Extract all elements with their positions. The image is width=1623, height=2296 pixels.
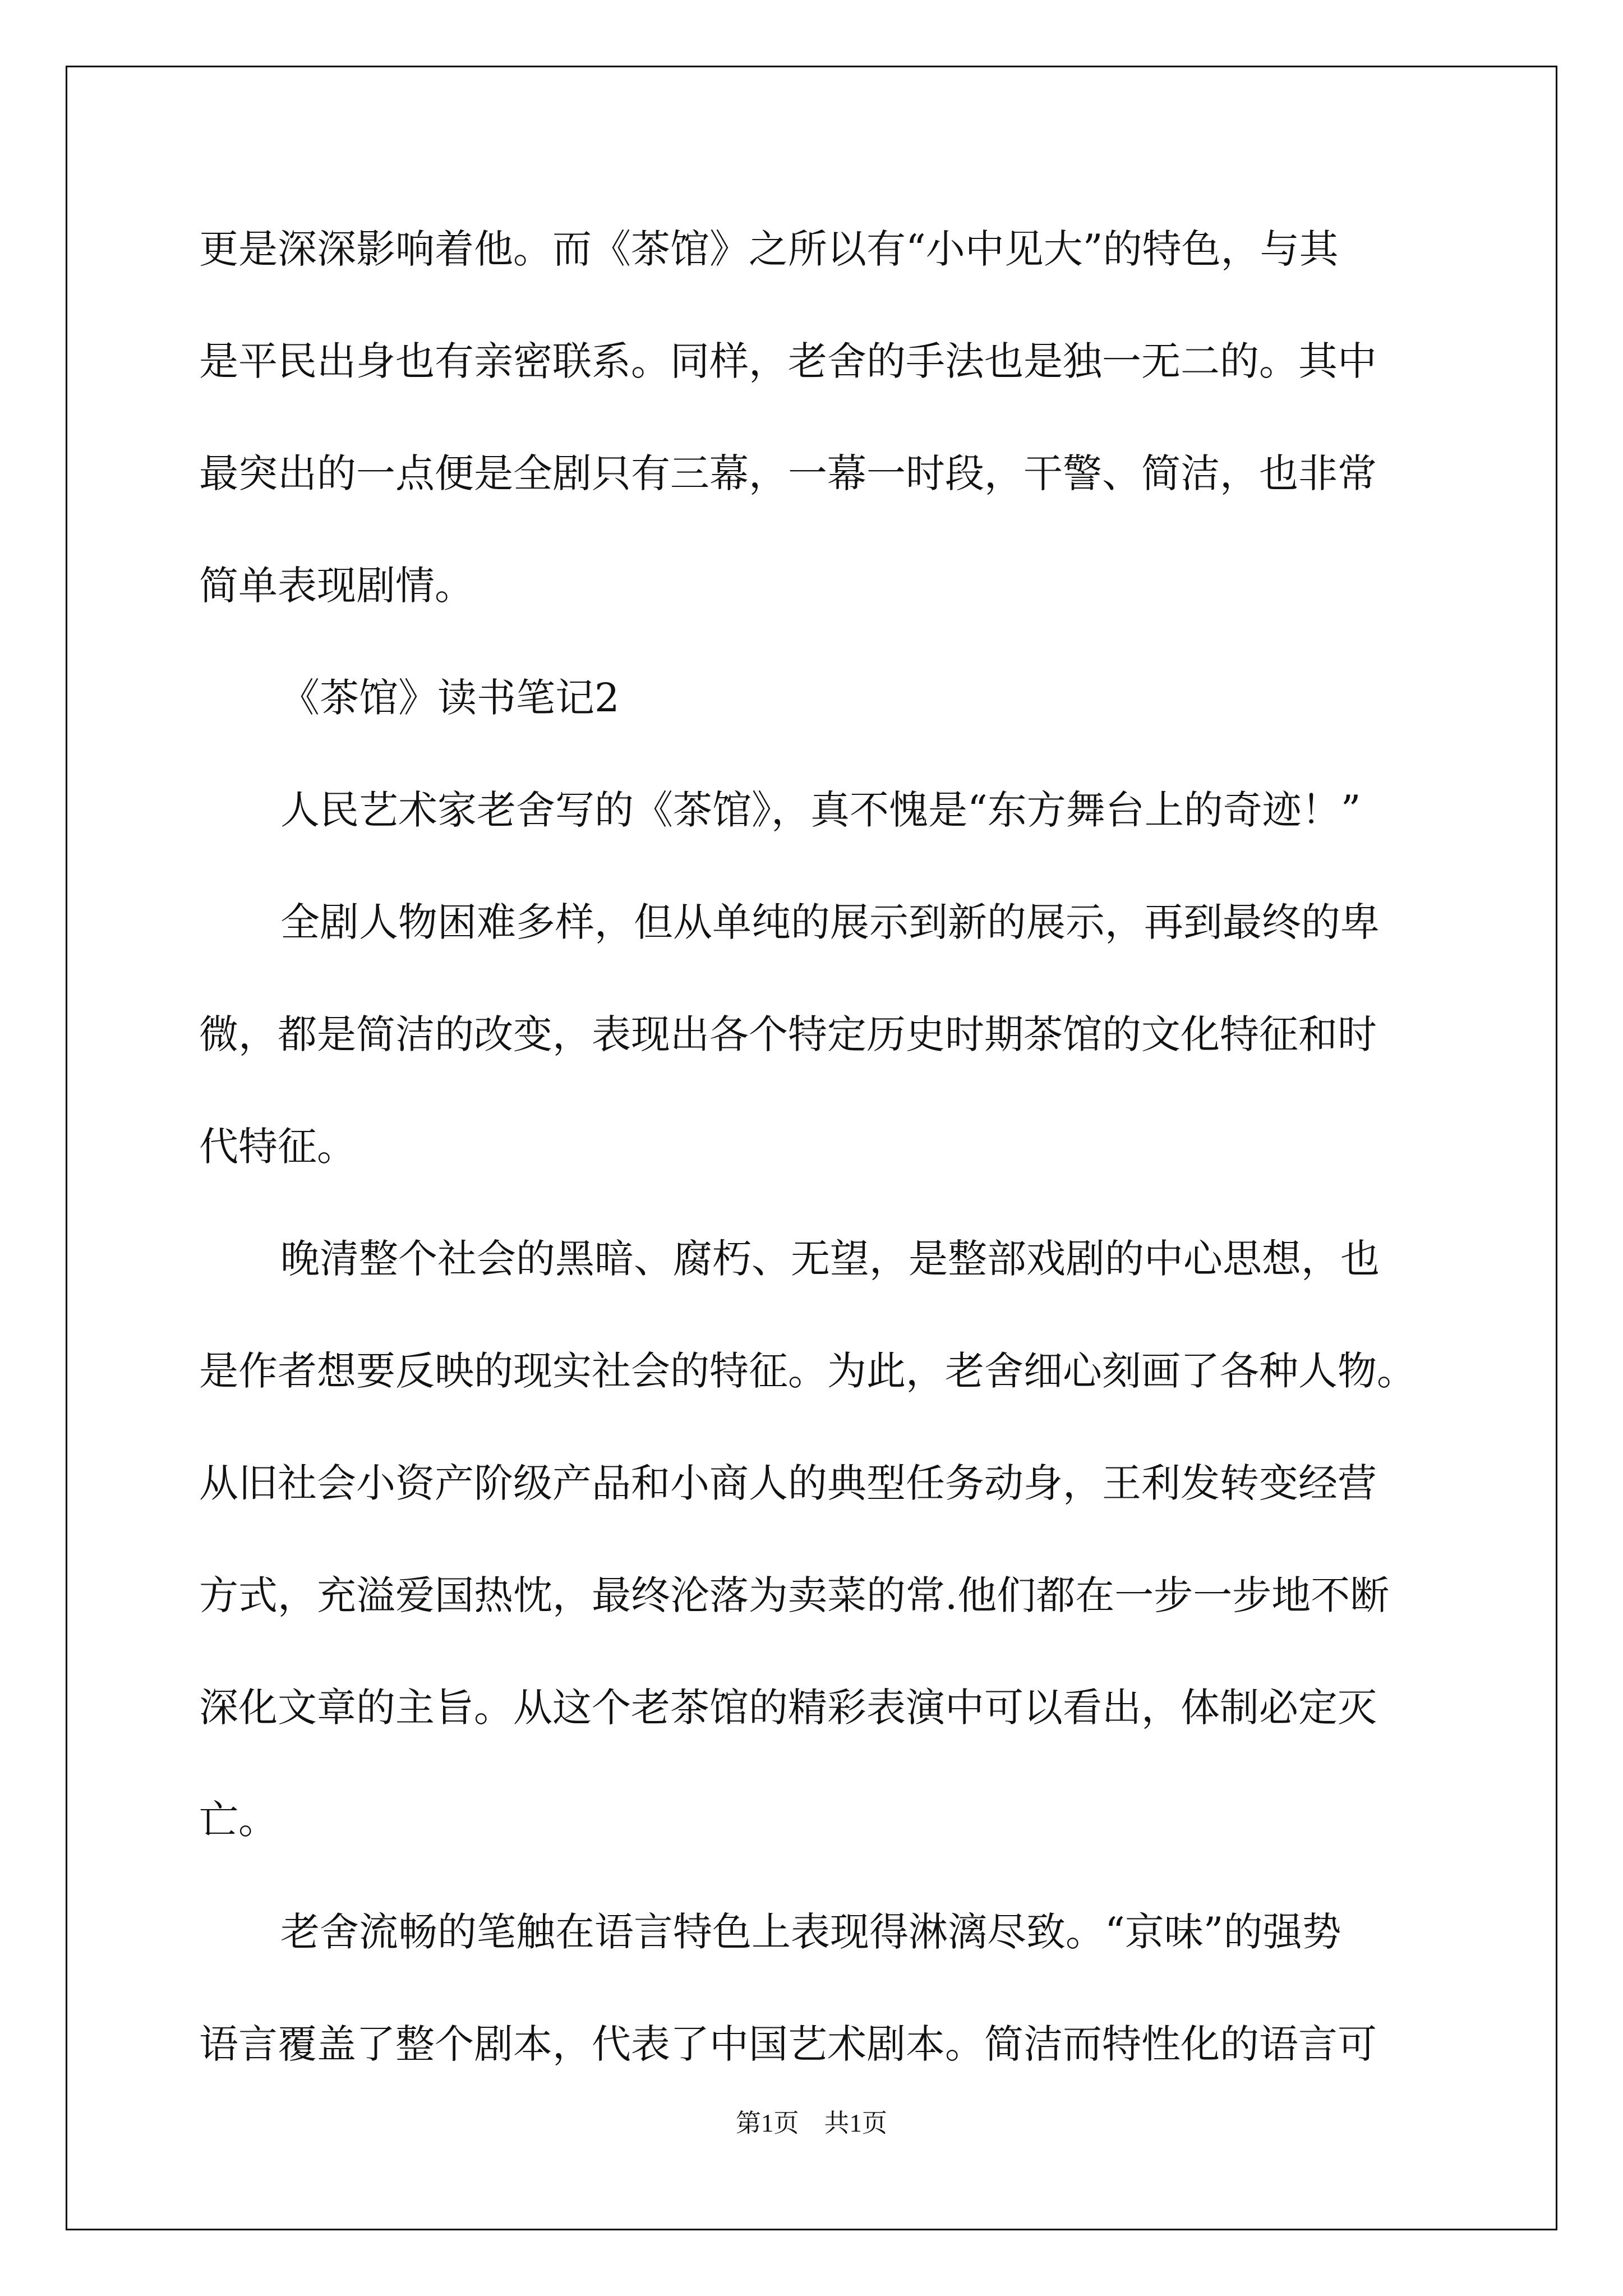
paragraph-line: 最突出的一点便是全剧只有三幕，一幕一时段，干警、简洁，也非常 (199, 450, 1377, 496)
paragraph-line: 代特征。 (199, 1124, 356, 1170)
paragraph-line: 全剧人物困难多样，但从单纯的展示到新的展示，再到最终的卑 (280, 899, 1380, 945)
paragraph-line: 晚清整个社会的黑暗、腐朽、无望，是整部戏剧的中心思想，也 (280, 1236, 1380, 1282)
paragraph-line: 语言覆盖了整个剧本，代表了中国艺术剧本。简洁而特性化的语言可 (199, 2021, 1377, 2067)
paragraph-line: 深化文章的主旨。从这个老茶馆的精彩表演中可以看出，体制必定灭 (199, 1685, 1377, 1731)
paragraph-line: 方式，充溢爱国热忱，最终沦落为卖菜的常.他们都在一步一步地不断 (199, 1572, 1390, 1618)
paragraph-line: 老舍流畅的笔触在语言特色上表现得淋漓尽致。“京味”的强势 (280, 1909, 1341, 1955)
paragraph-line: 是平民出身也有亲密联系。同样，老舍的手法也是独一无二的。其中 (199, 338, 1377, 384)
paragraph-line: 是作者想要反映的现实社会的特征。为此，老舍细心刻画了各种人物。 (199, 1348, 1416, 1394)
paragraph-line: 亡。 (199, 1797, 278, 1843)
paragraph-line: 人民艺术家老舍写的《茶馆》，真不愧是“东方舞台上的奇迹！” (280, 787, 1361, 833)
paragraph-line: 简单表现剧情。 (199, 563, 474, 609)
page-footer: 第1页 共1页 (735, 2109, 887, 2137)
section-heading: 《茶馆》读书笔记2 (280, 675, 620, 721)
paragraph-line: 更是深深影响着他。而《茶馆》之所以有“小中见大”的特色，与其 (199, 226, 1339, 272)
paragraph-line: 微，都是简洁的改变，表现出各个特定历史时期茶馆的文化特征和时 (199, 1011, 1377, 1057)
paragraph-line: 从旧社会小资产阶级产品和小商人的典型任务动身，王利发转变经营 (199, 1460, 1377, 1506)
